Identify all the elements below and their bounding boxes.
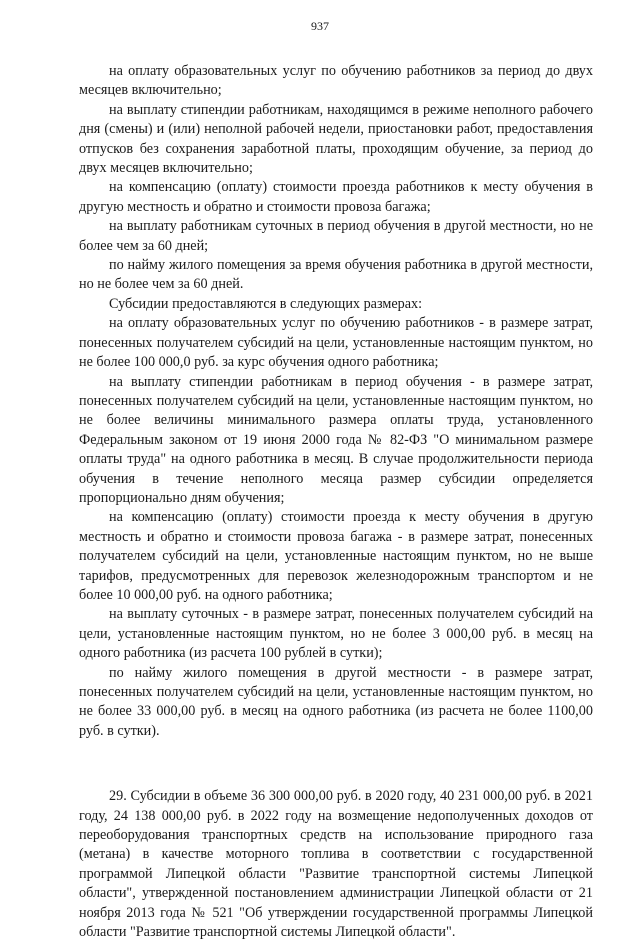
paragraph: на выплату суточных - в размере затрат, понесенных получателем субсидий на цели, установленные настоящим пунктом, но не более 3 000,00 руб. в месяц на одного работника (из расчета 100 рублей в сутки); bbox=[79, 606, 593, 662]
paragraph: на выплату работникам суточных в период обучения в другой местности, но не более чем за 60 дней; bbox=[79, 218, 593, 254]
item-29-paragraph: 29. Субсидии в объеме 36 300 000,00 руб. в 2020 году, 40 231 000,00 руб. в 2021 году, 24 138 000,00 руб. в 2022 году на возмещение недополученных доходов от переоборудования транспортных средств на использование природного газа (метана) в качестве моторного топлива в соответствии с государственной программой Липецкой области "Развитие транспортной системы Липецкой области", утвержденной постановлением администрации Липецкой области от 21 ноября 2013 года № 521 "Об утверждении государственной программы Липецкой области "Развитие транспортной системы Липецкой области". bbox=[79, 788, 593, 941]
paragraph: по найму жилого помещения в другой местности - в размере затрат, понесенных получателем субсидий на цели, установленные настоящим пунктом, но не более 33 000,00 руб. в месяц на одного работника (из расчета не более 1100,00 руб. в сутки). bbox=[79, 664, 593, 739]
paragraph: на выплату стипендии работникам в период обучения - в размере затрат, понесенных получателем субсидий на цели, установленные настоящим пунктом, но не более величины минимального размера оплаты труда, установленного Федеральным законом от 19 июня 2000 года № 82-ФЗ "О минимальном размере оплаты труда" на одного работника в месяц. В случае продолжительности периода обучения в течение неполного месяца размер субсидии определяется пропорционально дням обучения; bbox=[79, 373, 593, 506]
page-number: 937 bbox=[311, 19, 329, 33]
paragraph: на компенсацию (оплату) стоимости проезда к месту обучения в другую местность и обратно и стоимости провоза багажа - в размере затрат, понесенных получателем субсидий на цели, установленные настоящим пунктом, но не выше тарифов, предусмотренных для перевозок железнодорожным транспортом и не более 10 000,00 руб. на одного работника; bbox=[79, 509, 593, 603]
section-gap bbox=[79, 741, 593, 787]
paragraph: на оплату образовательных услуг по обучению работников - в размере затрат, понесенных получателем субсидий на цели, установленные настоящим пунктом, но не более 100 000,0 руб. за курс обучения одного работника; bbox=[79, 315, 593, 371]
paragraph: на компенсацию (оплату) стоимости проезда работников к месту обучения в другую местность и обратно и стоимости провоза багажа; bbox=[79, 179, 593, 215]
paragraph: по найму жилого помещения за время обучения работника в другой местности, но не более чем за 60 дней. bbox=[79, 257, 593, 293]
document-body bbox=[79, 62, 593, 942]
paragraph: на оплату образовательных услуг по обучению работников за период до двух месяцев включительно; bbox=[79, 63, 593, 99]
paragraph: Субсидии предоставляются в следующих размерах: bbox=[109, 295, 423, 312]
paragraph: на выплату стипендии работникам, находящимся в режиме неполного рабочего дня (смены) и (или) неполной рабочей недели, приостановки работ, предоставления отпусков без сохранения заработной платы, проходящим обучение, за период до двух месяцев включительно; bbox=[79, 101, 593, 177]
